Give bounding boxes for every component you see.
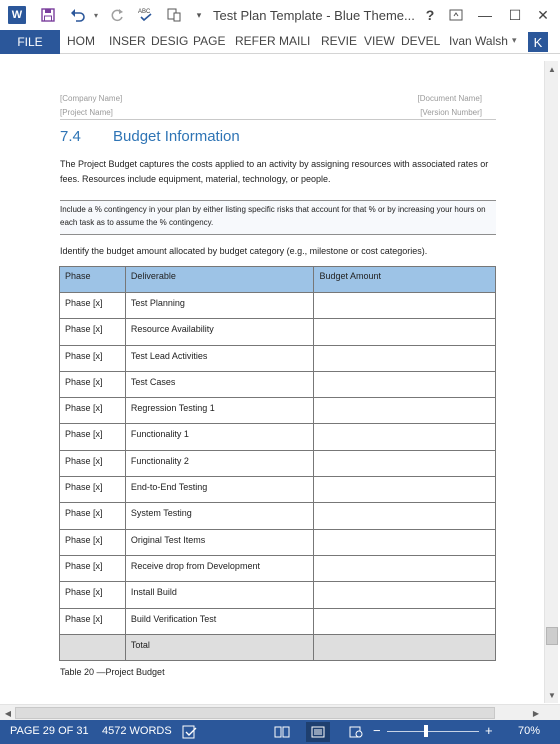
document-page[interactable] [0, 54, 544, 720]
close-button[interactable]: ✕ [537, 6, 549, 23]
window-title: Test Plan Template - Blue Theme... [213, 8, 415, 23]
table-row [60, 424, 496, 450]
avatar[interactable]: K [528, 32, 548, 52]
phase-cell[interactable]: Phase [x] [60, 398, 126, 424]
header-divider [60, 119, 496, 120]
deliverable-cell[interactable]: Install Build [125, 582, 314, 608]
user-name[interactable]: Ivan Walsh [449, 34, 508, 48]
budget-amount-cell[interactable] [314, 582, 496, 608]
title-bar [0, 0, 560, 30]
phase-cell[interactable]: Phase [x] [60, 371, 126, 397]
budget-table [59, 266, 496, 661]
table-row [60, 503, 496, 529]
help-icon[interactable]: ? [425, 7, 435, 23]
total-row [60, 634, 496, 660]
budget-amount-cell[interactable] [314, 450, 496, 476]
budget-amount-cell[interactable] [314, 371, 496, 397]
phase-cell[interactable]: Phase [x] [60, 582, 126, 608]
tab-review[interactable]: REVIE [321, 34, 358, 48]
format-painter-icon[interactable] [164, 5, 184, 25]
total-amount-cell[interactable] [314, 634, 496, 660]
total-phase-cell[interactable] [60, 634, 126, 660]
proofing-icon[interactable] [182, 725, 198, 742]
header-company-name: [Company Name] [60, 94, 123, 103]
table-row [60, 345, 496, 371]
section-number: 7.4 [60, 128, 81, 145]
deliverable-cell[interactable]: Original Test Items [125, 529, 314, 555]
vertical-scrollbar[interactable] [544, 61, 558, 703]
tab-home[interactable]: HOM [67, 34, 95, 48]
table-row [60, 450, 496, 476]
read-mode-icon[interactable] [270, 722, 294, 742]
phase-cell[interactable]: Phase [x] [60, 608, 126, 634]
deliverable-cell[interactable]: Functionality 1 [125, 424, 314, 450]
phase-cell[interactable]: Phase [x] [60, 319, 126, 345]
total-label[interactable]: Total [125, 634, 314, 660]
phase-cell[interactable]: Phase [x] [60, 477, 126, 503]
customize-icon[interactable]: ▾ [196, 9, 202, 20]
table-caption: Table 20 —Project Budget [60, 667, 165, 677]
contingency-note: Include a % contingency in your plan by either listing specific risks that account for that % or by increasing your hours on each task as to assume the % contingency. [60, 200, 496, 235]
phase-cell[interactable]: Phase [x] [60, 450, 126, 476]
svg-text:ABC: ABC [138, 9, 151, 15]
intro-paragraph: The Project Budget captures the costs applied to an activity by assigning resources with associated rates or fees. Resources include equipment, material, technology, or people. [60, 159, 489, 184]
table-row [60, 555, 496, 581]
tab-developer[interactable]: DEVEL [401, 34, 441, 48]
column-header-phase: Phase [60, 267, 126, 293]
budget-amount-cell[interactable] [314, 398, 496, 424]
redo-icon[interactable] [107, 5, 127, 25]
table-row [60, 293, 496, 319]
zoom-slider[interactable] [387, 731, 479, 732]
deliverable-cell[interactable]: Receive drop from Development [125, 555, 314, 581]
zoom-in-button[interactable]: + [485, 723, 493, 738]
status-bar [0, 720, 560, 744]
print-layout-icon[interactable] [306, 722, 330, 742]
budget-amount-cell[interactable] [314, 477, 496, 503]
ribbon-display-icon[interactable] [445, 5, 467, 25]
web-layout-icon[interactable] [344, 722, 368, 742]
horizontal-scroll-thumb[interactable] [15, 707, 495, 719]
scroll-down-icon[interactable]: ▼ [548, 690, 556, 700]
table-row [60, 477, 496, 503]
deliverable-cell[interactable]: System Testing [125, 503, 314, 529]
deliverable-cell[interactable]: Functionality 2 [125, 450, 314, 476]
word-logo-icon[interactable]: W [8, 6, 26, 24]
phase-cell[interactable]: Phase [x] [60, 345, 126, 371]
deliverable-cell[interactable]: Test Planning [125, 293, 314, 319]
tab-design[interactable]: DESIG [151, 34, 189, 48]
scroll-right-icon[interactable]: ▶ [532, 708, 540, 718]
user-dropdown-icon[interactable]: ▾ [512, 35, 517, 45]
table-row [60, 371, 496, 397]
table-row [60, 608, 496, 634]
column-header-budget-amount: Budget Amount [314, 267, 496, 293]
deliverable-cell[interactable]: Build Verification Test [125, 608, 314, 634]
header-project-name: [Project Name] [60, 108, 113, 117]
tab-view[interactable]: VIEW [364, 34, 395, 48]
zoom-slider-thumb[interactable] [424, 725, 428, 737]
minimize-button[interactable]: — [478, 7, 492, 23]
tab-references[interactable]: REFER [235, 34, 276, 48]
deliverable-cell[interactable]: Test Cases [125, 371, 314, 397]
column-header-deliverable: Deliverable [125, 267, 314, 293]
scroll-left-icon[interactable]: ◀ [4, 708, 12, 718]
tab-mailings[interactable]: MAILI [279, 34, 311, 48]
spelling-icon[interactable] [136, 5, 156, 25]
horizontal-scrollbar[interactable] [0, 704, 560, 720]
budget-amount-cell[interactable] [314, 608, 496, 634]
undo-dropdown-icon[interactable]: ▾ [93, 10, 98, 20]
deliverable-cell[interactable]: Test Lead Activities [125, 345, 314, 371]
header-version-number: [Version Number] [420, 108, 482, 117]
budget-amount-cell[interactable] [314, 503, 496, 529]
table-row [60, 582, 496, 608]
section-title: Budget Information [113, 128, 240, 145]
save-icon[interactable] [38, 5, 58, 25]
deliverable-cell[interactable]: Regression Testing 1 [125, 398, 314, 424]
deliverable-cell[interactable]: End-to-End Testing [125, 477, 314, 503]
undo-icon[interactable] [68, 5, 88, 25]
table-row [60, 398, 496, 424]
budget-amount-cell[interactable] [314, 293, 496, 319]
budget-amount-cell[interactable] [314, 424, 496, 450]
header-document-name: [Document Name] [417, 94, 482, 103]
phase-cell[interactable]: Phase [x] [60, 529, 126, 555]
phase-cell[interactable]: Phase [x] [60, 503, 126, 529]
budget-amount-cell[interactable] [314, 345, 496, 371]
table-row [60, 529, 496, 555]
budget-amount-cell[interactable] [314, 555, 496, 581]
maximize-button[interactable]: ☐ [508, 6, 522, 23]
tab-insert[interactable]: INSER [109, 34, 146, 48]
deliverable-cell[interactable]: Resource Availability [125, 319, 314, 345]
page-count[interactable]: PAGE 29 OF 31 [10, 725, 89, 737]
budget-amount-cell[interactable] [314, 319, 496, 345]
tab-page-layout[interactable]: PAGE [193, 34, 226, 48]
zoom-out-button[interactable]: − [373, 723, 381, 738]
phase-cell[interactable]: Phase [x] [60, 293, 126, 319]
table-header-row [60, 267, 496, 293]
table-row [60, 319, 496, 345]
scroll-up-icon[interactable]: ▲ [548, 64, 556, 74]
phase-cell[interactable]: Phase [x] [60, 424, 126, 450]
vertical-scroll-thumb[interactable] [546, 627, 558, 645]
ribbon-tabs [0, 30, 560, 54]
budget-amount-cell[interactable] [314, 529, 496, 555]
word-count[interactable]: 4572 WORDS [102, 725, 172, 737]
zoom-level[interactable]: 70% [518, 725, 541, 737]
identify-paragraph: Identify the budget amount allocated by budget category (e.g., milestone or cost categories). [60, 246, 428, 256]
phase-cell[interactable]: Phase [x] [60, 555, 126, 581]
tab-file[interactable]: FILE [0, 30, 60, 54]
